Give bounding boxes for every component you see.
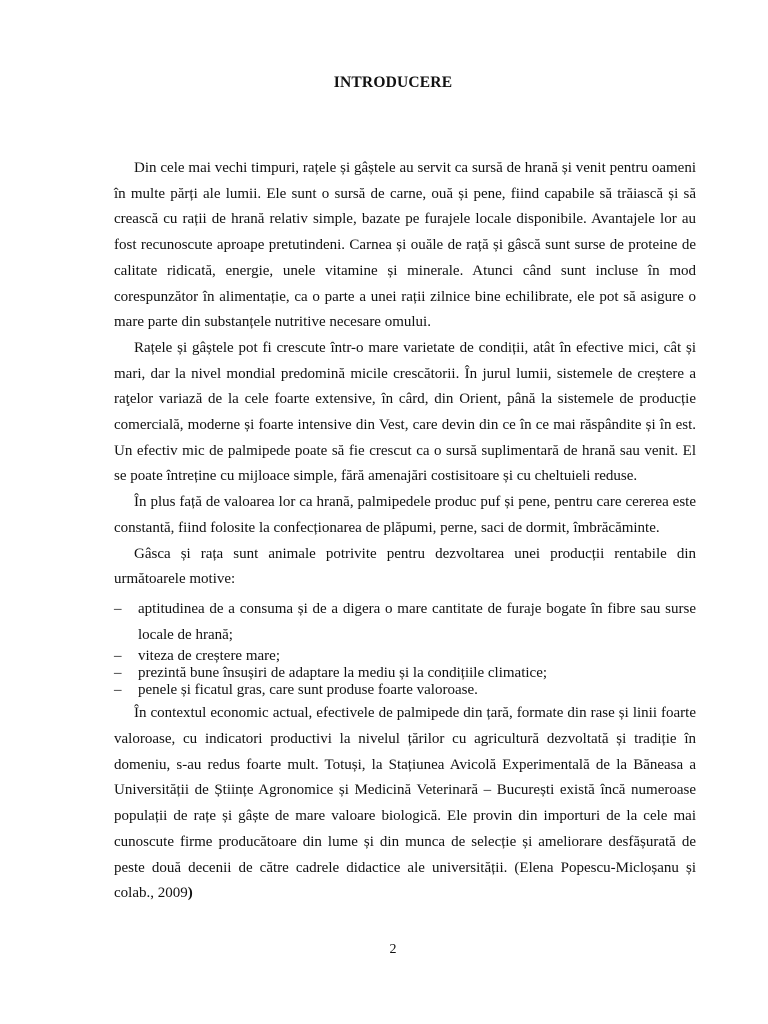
page-number: 2 xyxy=(389,942,397,957)
paragraph-5-text: În contextul economic actual, efectivele de palmipede din țară, formate din rase și linii foarte valoroase, cu indicatori productivi la nivelul țărilor cu agricultură dezvoltată și tradiție în domeniu, s-au redus foarte mult. Totuși, la Stațiunea Avicolă Experimentală de la Băneasa a Universității de Științe Agronomice și Medicină Veterinară – București există încă numeroase populații de rațe și gâște de mare valoare biologică. Ele provin din importuri de la cele mai cunoscute firme producătoare din lume și din munca de selecție și ameliorare desfășurată de peste două decenii de către cadrele didactice ale universității. (Elena Popescu-Micloșanu și colab., 2009 xyxy=(114,705,696,902)
bullet-dash: – xyxy=(114,648,122,665)
list-item-text: aptitudinea de a consuma și de a digera o mare cantitate de furaje bogate în fibre sau surse locale de hrană; xyxy=(138,600,696,643)
list-item-text: penele și ficatul gras, care sunt produse foarte valoroase. xyxy=(138,682,478,699)
paragraph-5 xyxy=(114,701,696,907)
list-item xyxy=(114,665,696,682)
bullet-dash: – xyxy=(114,665,122,682)
list-item xyxy=(114,597,696,648)
bullet-dash: – xyxy=(114,682,122,699)
paragraph-2: Rațele și gâștele pot fi crescute într-o mare varietate de condiții, atât în efective mici, cât și mari, dar la nivel mondial predomină micile crescătorii. În jurul lumii, sistemele de creștere a raţelor variază de la cele foarte extensive, în cârd, din Orient, până la sistemele de producție comercială, moderne și foarte intensive din Vest, care devin din ce în ce mai răspândite și în est. Un efectiv mic de palmipede poate să fie crescut ca o sursă suplimentară de hrană sau venit. El se poate întreține cu mijloace simple, fără amenajări costisitoare și cu cheltuieli reduse. xyxy=(114,339,696,485)
bullet-list xyxy=(114,597,696,699)
page-title: INTRODUCERE xyxy=(333,74,453,91)
bullet-dash: – xyxy=(114,600,122,617)
list-item xyxy=(114,682,696,699)
list-item xyxy=(114,648,696,665)
paragraph-1: Din cele mai vechi timpuri, rațele și gâștele au servit ca sursă de hrană și venit pentru oameni în multe părți ale lumii. Ele sunt o sursă de carne, ouă și pene, fiind capabile să trăiască și să crească cu rații de hrană relativ simple, bazate pe furajele locale disponibile. Avantajele lor au fost recunoscute aproape pretutindeni. Carnea și ouăle de rață și gâscă sunt surse de proteine de calitate ridicată, energie, unele vitamine și minerale. Atunci când sunt incluse în mod corespunzător în alimentație, ca o parte a unei rații zilnice bine echilibrate, ele pot să asigure o mare parte din substanțele nutritive necesare omului. xyxy=(114,160,696,331)
list-item-text: prezintă bune însușiri de adaptare la mediu și la condițiile climatice; xyxy=(138,665,548,682)
closing-parenthesis: ) xyxy=(187,885,193,902)
paragraph-4: Gâsca și rața sunt animale potrivite pentru dezvoltarea unei producții rentabile din următoarele motive: xyxy=(114,545,696,588)
list-item-text: viteza de creștere mare; xyxy=(138,648,280,665)
paragraph-3: În plus față de valoarea lor ca hrană, palmipedele produc puf și pene, pentru care cererea este constantă, fiind folosite la confecționarea de plăpumi, perne, saci de dormit, îmbrăcăminte. xyxy=(114,494,696,536)
document-body xyxy=(114,156,696,907)
